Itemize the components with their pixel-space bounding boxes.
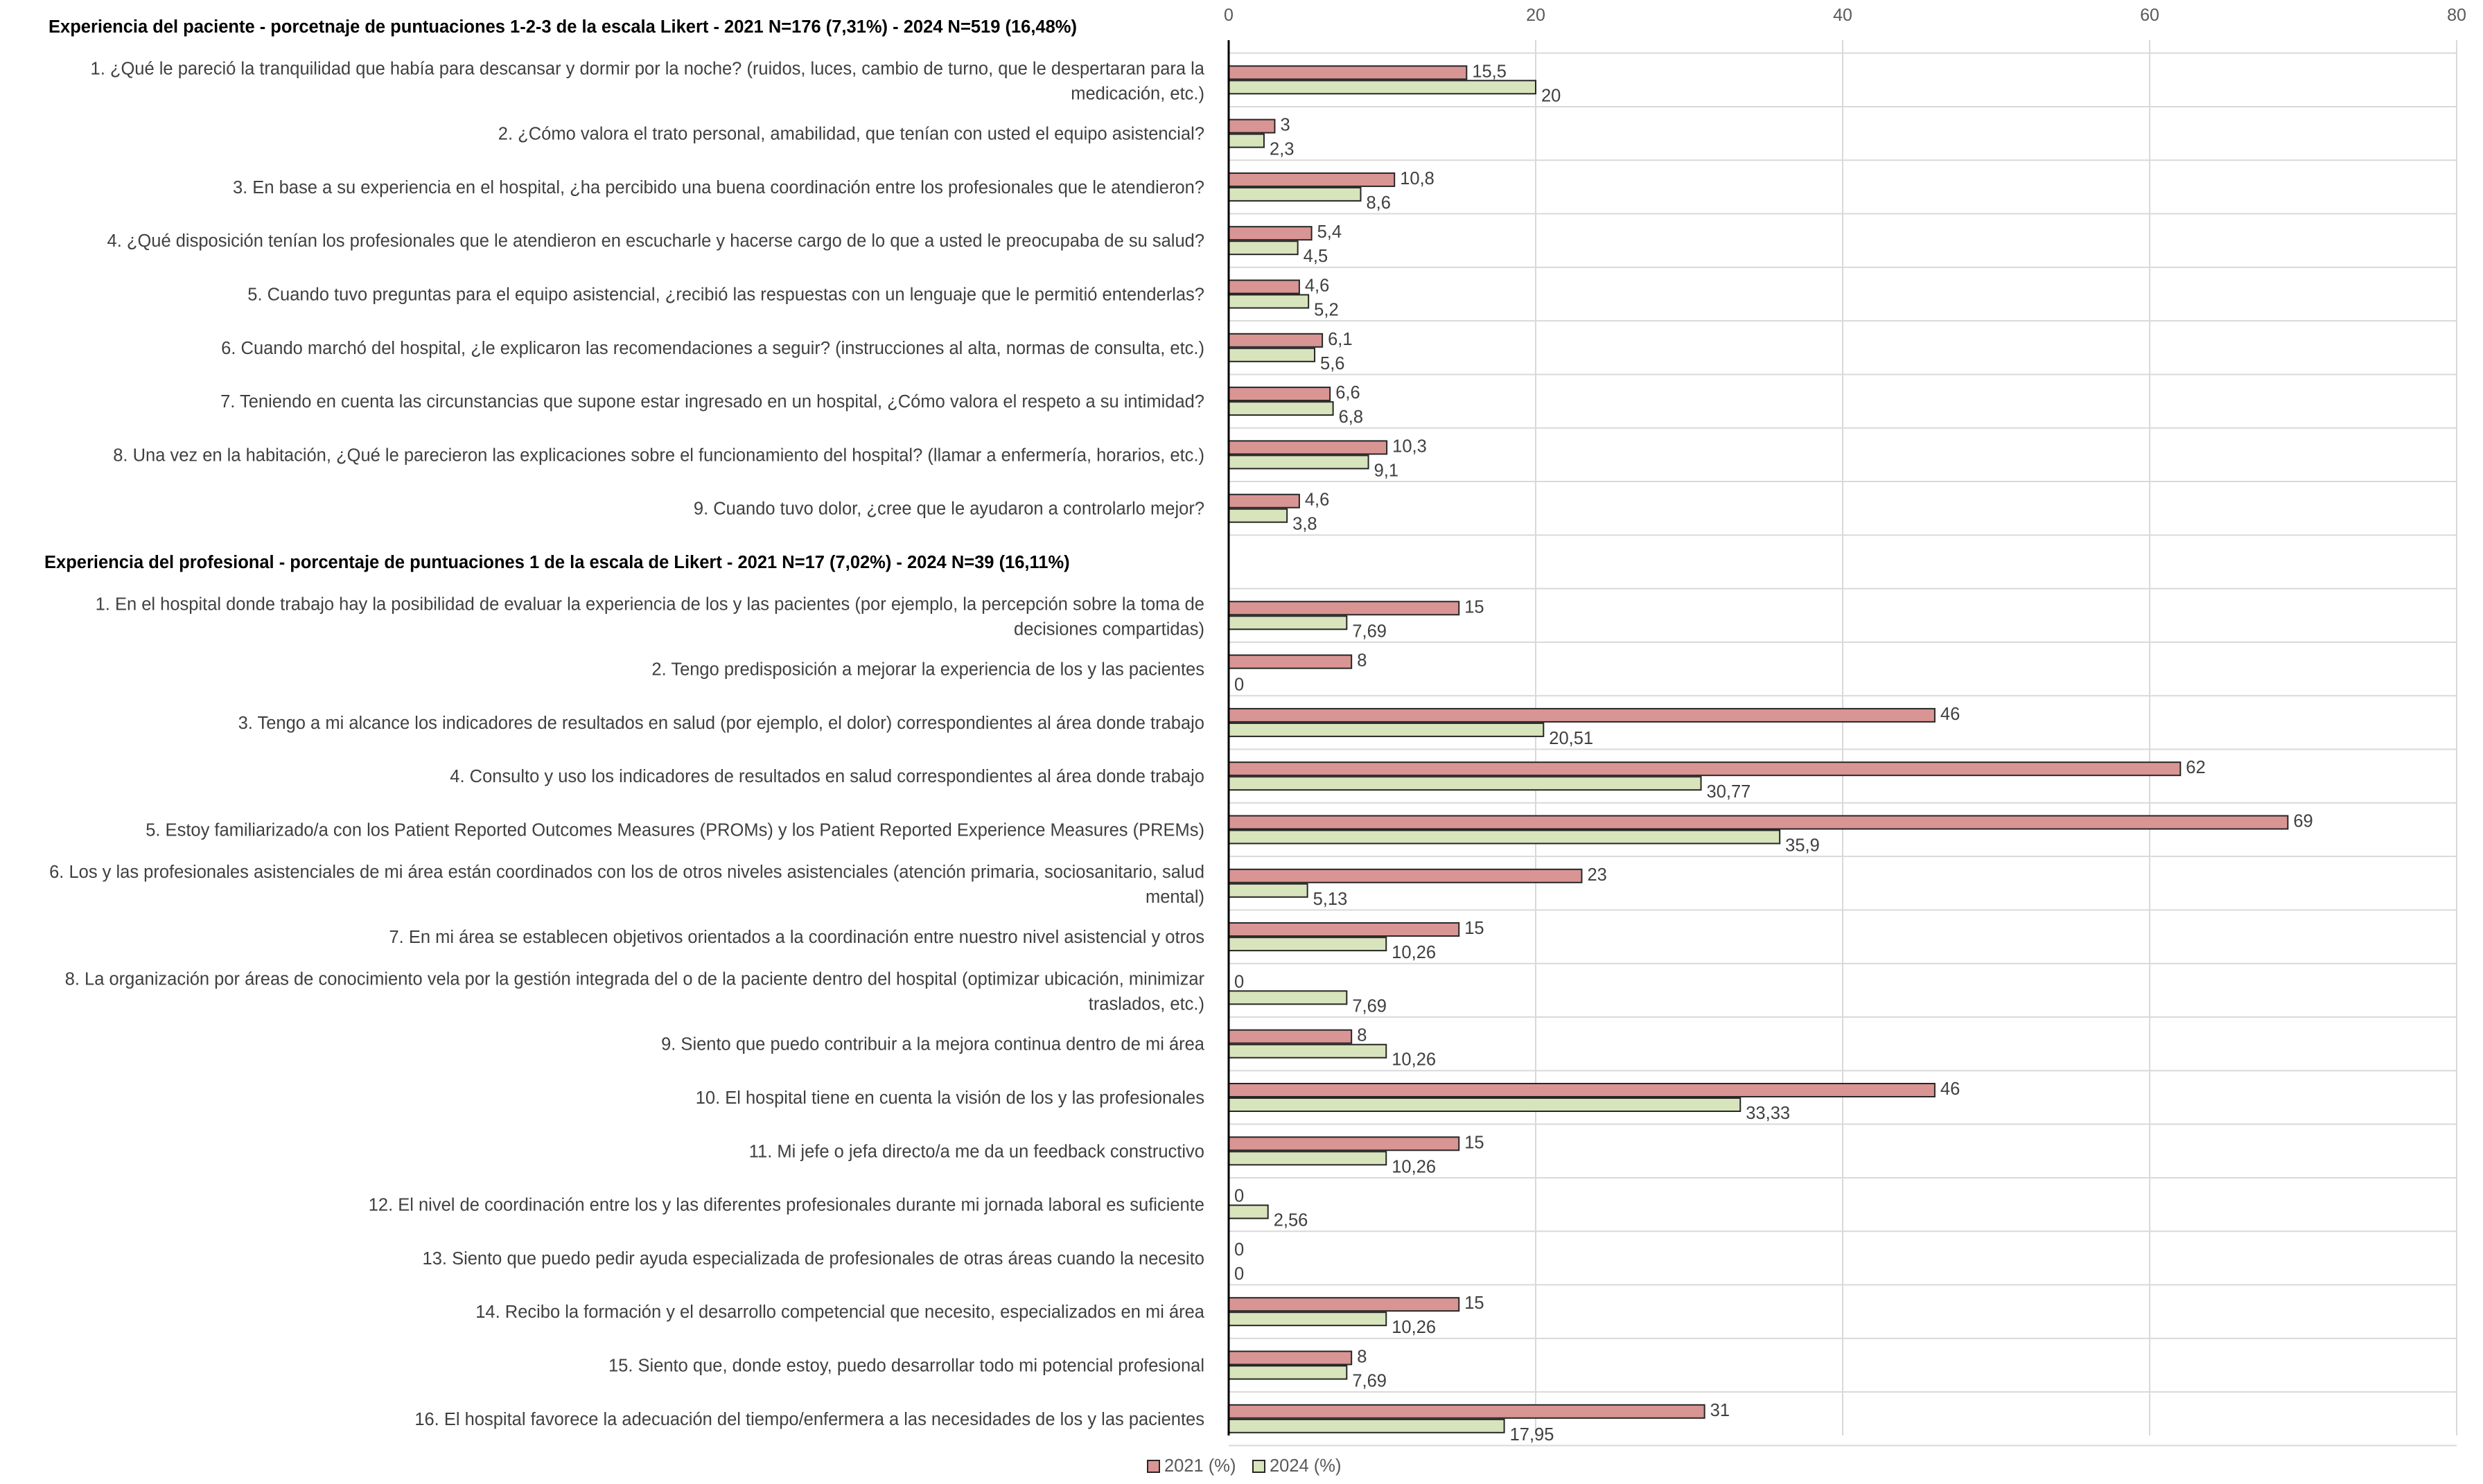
bar-2024 xyxy=(1229,1420,1504,1433)
bar-2024 xyxy=(1229,937,1386,951)
category-label: 16. El hospital favorece la adecuación del tiempo/enfermera a las necesidades de los y las pacientes xyxy=(414,1409,1204,1429)
data-label-2024: 20,51 xyxy=(1549,728,1594,748)
category-label: traslados, etc.) xyxy=(1088,994,1204,1014)
bar-2021 xyxy=(1229,709,1935,722)
category-label: 3. En base a su experiencia en el hospital, ¿ha percibido una buena coordinación entre los profesionales que le atendieron? xyxy=(232,177,1204,197)
data-label-2024: 4,5 xyxy=(1303,247,1328,267)
section-header: Experiencia del profesional - porcentaje de puntuaciones 1 de la escala de Likert - 2021 N=17 (7,02%) - 2024 N=39 (16,11%) xyxy=(44,553,1070,572)
data-label-2024: 10,26 xyxy=(1392,1318,1437,1338)
data-label-2021: 4,6 xyxy=(1304,276,1330,296)
data-label-2021: 31 xyxy=(1710,1400,1730,1420)
chart-gridlines xyxy=(1229,40,2457,1445)
bar-2024 xyxy=(1229,1151,1386,1165)
bar-2021 xyxy=(1229,601,1459,615)
data-label-2021: 15,5 xyxy=(1472,62,1507,82)
category-label: 6. Cuando marchó del hospital, ¿le explicaron las recomendaciones a seguir? (instrucciones al alta, normas de consulta, etc.) xyxy=(221,338,1204,358)
category-label: 4. Consulto y uso los indicadores de resultados en salud correspondientes al área donde trabajo xyxy=(450,767,1204,787)
legend-label-2024: 2024 (%) xyxy=(1270,1456,1342,1476)
bar-2021 xyxy=(1229,1030,1351,1043)
data-label-2021: 62 xyxy=(2186,758,2206,778)
data-label-2021: 69 xyxy=(2293,811,2313,831)
chart-legend xyxy=(1148,1456,1341,1476)
data-label-2021: 15 xyxy=(1464,1293,1484,1314)
bar-2024 xyxy=(1229,991,1346,1004)
bar-2024 xyxy=(1229,509,1287,522)
category-label: 10. El hospital tiene en cuenta la visión de los y las profesionales xyxy=(695,1088,1204,1108)
bar-2024 xyxy=(1229,1045,1386,1058)
bar-2021 xyxy=(1229,281,1299,294)
bar-2021 xyxy=(1229,120,1274,133)
category-label: 5. Cuando tuvo preguntas para el equipo asistencial, ¿recibió las respuestas con un lenguaje que le permitió entenderlas? xyxy=(247,285,1204,305)
bar-2021 xyxy=(1229,655,1351,669)
category-label: 1. En el hospital donde trabajo hay la posibilidad de evaluar la experiencia de los y las pacientes (por ejemplo, la percepción sobre la toma de xyxy=(95,594,1204,615)
data-label-2024: 7,69 xyxy=(1352,621,1387,642)
bar-2024 xyxy=(1229,1366,1346,1379)
bar-2024 xyxy=(1229,831,1780,844)
data-label-2021: 10,3 xyxy=(1392,436,1427,457)
data-label-2024: 0 xyxy=(1234,675,1245,695)
legend-label-2021: 2021 (%) xyxy=(1164,1456,1236,1476)
category-label: 6. Los y las profesionales asistenciales de mi área están coordinados con los de otros niveles asistenciales (atención primaria, sociosanitario, salud xyxy=(49,862,1204,882)
data-label-2021: 0 xyxy=(1234,1239,1245,1260)
bar-2021 xyxy=(1229,334,1322,347)
data-label-2024: 5,6 xyxy=(1320,353,1345,373)
data-label-2024: 8,6 xyxy=(1366,193,1391,213)
bar-2024 xyxy=(1229,241,1298,254)
category-label: 3. Tengo a mi alcance los indicadores de resultados en salud (por ejemplo, el dolor) correspondientes al área donde trabajo xyxy=(238,713,1204,733)
data-label-2021: 15 xyxy=(1464,597,1484,617)
bar-2021 xyxy=(1229,762,2180,775)
data-label-2021: 4,6 xyxy=(1304,490,1330,510)
bar-2024 xyxy=(1229,1312,1386,1325)
bar-2024 xyxy=(1229,402,1333,415)
bar-2021 xyxy=(1229,1298,1459,1311)
bar-2024 xyxy=(1229,455,1369,468)
data-label-2024: 7,69 xyxy=(1352,996,1387,1016)
x-tick-label: 20 xyxy=(1526,6,1545,25)
data-label-2021: 46 xyxy=(1940,704,1960,724)
data-label-2024: 10,26 xyxy=(1392,1050,1437,1070)
bar-2024 xyxy=(1229,1098,1740,1111)
bar-2021 xyxy=(1229,1352,1351,1365)
bar-2024 xyxy=(1229,188,1360,201)
data-label-2024: 3,8 xyxy=(1292,514,1317,534)
data-label-2021: 3 xyxy=(1280,115,1290,135)
category-label: 14. Recibo la formación y el desarrollo competencial que necesito, especializados en mi área xyxy=(475,1302,1204,1323)
bar-2021 xyxy=(1229,923,1459,936)
data-label-2021: 8 xyxy=(1357,651,1367,671)
category-label: medicación, etc.) xyxy=(1071,84,1204,104)
category-label: 13. Siento que puedo pedir ayuda especializada de profesionales de otras áreas cuando la necesito xyxy=(422,1248,1204,1269)
x-axis-ticks xyxy=(1224,6,2466,25)
bar-2021 xyxy=(1229,1084,1935,1097)
category-label: 4. ¿Qué disposición tenían los profesionales que le atendieron en escucharle y hacerse cargo de lo que a usted le preocupaba de su salud? xyxy=(107,231,1204,251)
data-label-2021: 23 xyxy=(1587,865,1607,885)
category-label: 7. En mi área se establecen objetivos orientados a la coordinación entre nuestro nivel asistencial y otros xyxy=(389,928,1204,948)
category-label: 5. Estoy familiarizado/a con los Patient Reported Outcomes Measures (PROMs) y los Patient Reported Experience Measures (PREMs) xyxy=(146,820,1204,840)
data-label-2024: 33,33 xyxy=(1746,1104,1791,1123)
x-tick-label: 40 xyxy=(1833,6,1852,25)
data-label-2024: 5,13 xyxy=(1313,889,1348,909)
data-label-2024: 7,69 xyxy=(1352,1371,1387,1391)
category-label: 15. Siento que, donde estoy, puedo desarrollar todo mi potencial profesional xyxy=(608,1356,1204,1376)
data-label-2021: 10,8 xyxy=(1400,168,1434,188)
bar-2021 xyxy=(1229,66,1466,79)
category-label: 2. ¿Cómo valora el trato personal, amabilidad, que tenían con usted el equipo asistencial? xyxy=(498,124,1204,144)
bar-2024 xyxy=(1229,348,1315,362)
legend-swatch-2024 xyxy=(1253,1460,1265,1472)
data-label-2021: 8 xyxy=(1357,1347,1367,1367)
data-label-2024: 0 xyxy=(1234,1264,1245,1284)
data-label-2021: 46 xyxy=(1940,1079,1960,1099)
bar-2024 xyxy=(1229,80,1536,94)
x-tick-label: 0 xyxy=(1224,6,1234,25)
category-label: decisiones compartidas) xyxy=(1014,619,1204,639)
data-label-2024: 5,2 xyxy=(1314,300,1339,320)
data-label-2021: 0 xyxy=(1234,972,1245,992)
category-label: 7. Teniendo en cuenta las circunstancias que supone estar ingresado en un hospital, ¿Cómo valora el respeto a su intimidad? xyxy=(220,392,1204,412)
data-label-2024: 6,8 xyxy=(1338,407,1364,427)
data-label-2024: 35,9 xyxy=(1785,836,1820,856)
chart-rows xyxy=(44,17,2313,1445)
x-tick-label: 80 xyxy=(2447,6,2466,25)
data-label-2021: 15 xyxy=(1464,919,1484,939)
bar-2021 xyxy=(1229,1405,1705,1418)
data-label-2021: 6,1 xyxy=(1328,329,1353,349)
bar-2021 xyxy=(1229,495,1299,508)
data-label-2024: 17,95 xyxy=(1509,1424,1554,1445)
category-label: 9. Cuando tuvo dolor, ¿cree que le ayudaron a controlarlo mejor? xyxy=(693,499,1204,519)
data-label-2021: 5,4 xyxy=(1317,222,1342,242)
data-label-2021: 0 xyxy=(1234,1186,1245,1206)
category-label: 9. Siento que puedo contribuir a la mejora continua dentro de mi área xyxy=(661,1034,1204,1054)
data-label-2024: 30,77 xyxy=(1706,782,1751,802)
bar-2024 xyxy=(1229,616,1346,629)
data-label-2021: 8 xyxy=(1357,1025,1367,1045)
data-label-2021: 6,6 xyxy=(1335,383,1360,403)
bar-2021 xyxy=(1229,816,2288,829)
data-label-2024: 10,26 xyxy=(1392,1157,1437,1177)
bar-2024 xyxy=(1229,884,1308,897)
bar-2024 xyxy=(1229,134,1264,148)
category-label: 2. Tengo predisposición a mejorar la experiencia de los y las pacientes xyxy=(651,660,1204,680)
category-label: 8. La organización por áreas de conocimiento vela por la gestión integrada del o de la paciente dentro del hospital (optimizar ubicación, minimizar xyxy=(64,969,1204,989)
legend-swatch-2021 xyxy=(1148,1460,1159,1472)
category-label: 8. Una vez en la habitación, ¿Qué le parecieron las explicaciones sobre el funcionamiento del hospital? (llamar a enfermería, horarios, etc.) xyxy=(113,445,1204,466)
bar-2024 xyxy=(1229,295,1308,308)
data-label-2024: 2,56 xyxy=(1273,1210,1308,1230)
category-label: 12. El nivel de coordinación entre los y las diferentes profesionales durante mi jornada laboral es suficiente xyxy=(368,1195,1204,1215)
bar-2021 xyxy=(1229,869,1581,883)
data-label-2024: 9,1 xyxy=(1374,461,1399,481)
bar-2021 xyxy=(1229,1137,1459,1150)
data-label-2021: 15 xyxy=(1464,1133,1484,1153)
data-label-2024: 10,26 xyxy=(1392,943,1437,963)
section-header: Experiencia del paciente - porcetnaje de puntuaciones 1-2-3 de la escala Likert - 2021 N=176 (7,31%) - 2024 N=519 (16,48%) xyxy=(49,17,1077,37)
bar-2021 xyxy=(1229,227,1312,240)
bar-2021 xyxy=(1229,441,1387,454)
category-label: 11. Mi jefe o jefa directo/a me da un feedback constructivo xyxy=(748,1142,1204,1162)
data-label-2024: 2,3 xyxy=(1269,139,1295,159)
bar-2024 xyxy=(1229,777,1701,790)
bar-2024 xyxy=(1229,1205,1268,1219)
bar-2021 xyxy=(1229,387,1330,400)
bar-2024 xyxy=(1229,723,1543,736)
data-label-2024: 20 xyxy=(1541,86,1561,106)
bar-2021 xyxy=(1229,173,1394,186)
category-label: mental) xyxy=(1145,887,1204,907)
x-tick-label: 60 xyxy=(2140,6,2159,25)
category-label: 1. ¿Qué le pareció la tranquilidad que había para descansar y dormir por la noche? (ruidos, luces, cambio de turno, que le despertaran para la xyxy=(90,59,1204,79)
